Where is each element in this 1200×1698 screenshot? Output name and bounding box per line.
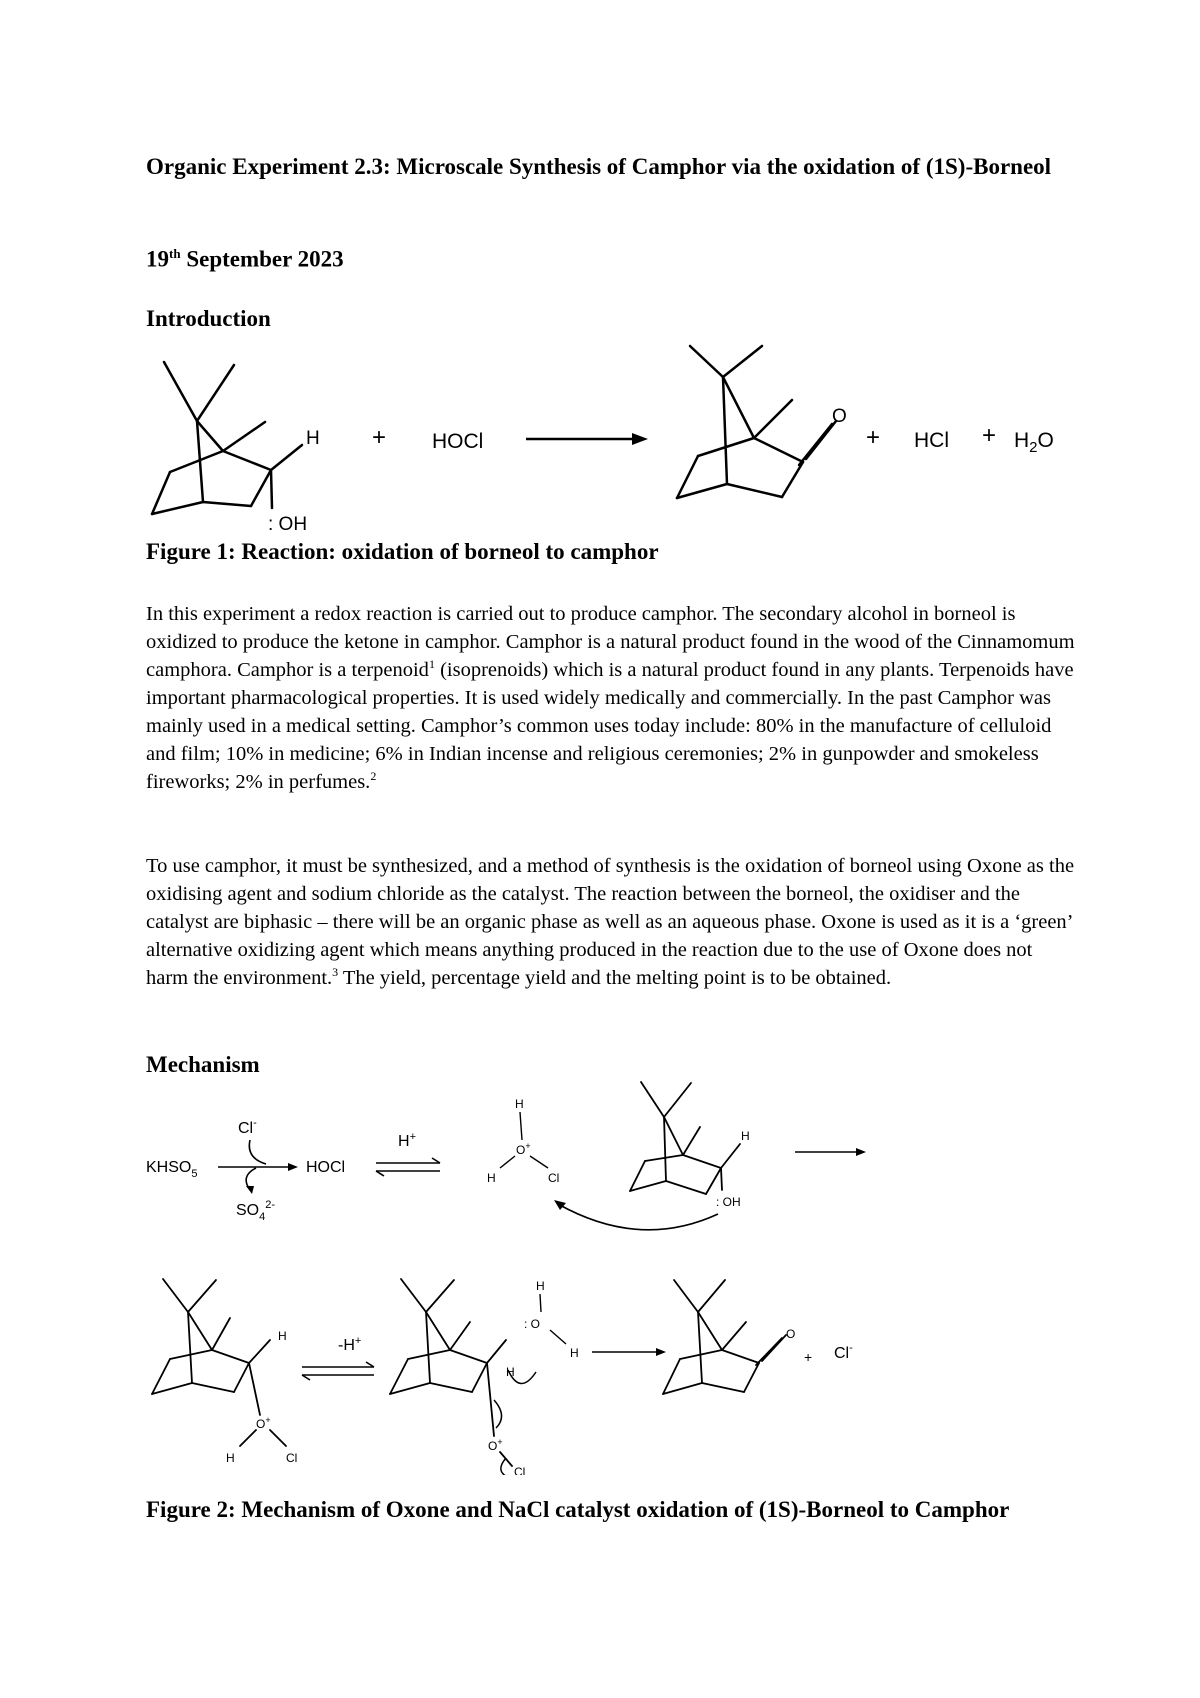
borneol-hydroxyl: : OH <box>716 1195 741 1209</box>
camphor-mechanism-structure <box>663 1280 786 1394</box>
deprotonation-label: -H+ <box>338 1335 362 1354</box>
hcl-product: HCl <box>914 429 949 452</box>
svg-text:Cl: Cl <box>286 1451 298 1465</box>
sulfate-label: $SO_4^{2-}$ <box>236 1199 276 1223</box>
borneol-oh-label: : OH <box>268 514 308 535</box>
camphor-structure <box>677 346 836 498</box>
khso5-label: $KHSO_5$ <box>146 1159 198 1180</box>
svg-text:+: + <box>804 1349 813 1365</box>
svg-text:H: H <box>515 1097 524 1111</box>
svg-text:H: H <box>536 1279 545 1293</box>
water-molecule <box>524 1279 579 1360</box>
figure-2-caption: Figure 2: Mechanism of Oxone and NaCl catalyst oxidation of (1S)-Borneol to Camphor <box>146 1497 1010 1522</box>
oxonium-label: O+ <box>516 1141 531 1157</box>
chloride-ion-label: Cl- <box>238 1117 257 1137</box>
introduction-paragraph-1: In this experiment a redox reaction is carried out to produce camphor. The secondary alcohol in borneol is oxidized to produce the ketone in camphor. Camphor is a natural product found in the wood of the Cinnamomum camphora. Camphor is a terpenoid$^1$ (isoprenoids) which is a natural product found in any plants. Terpenoids have important pharmacological properties. It is used widely medically and commercially. In the past Camphor was mainly used in a medical setting. Camphor’s common uses today include: 80% in the manufacture of celluloid and film; 10% in medicine; 6% in Indian incense and religious ceremonies; 2% in gunpowder and smokeless fireworks; 2% in perfumes.$^2$ <box>146 603 1075 793</box>
forward-arrow-2 <box>592 1348 666 1356</box>
document-title: Organic Experiment 2.3: Microscale Synthesis of Camphor via the oxidation of (1S)-Borneol <box>146 154 1052 179</box>
borneol-h-label: H <box>306 428 320 449</box>
plus-sign-2: + <box>866 424 881 451</box>
mechanism-heading: Mechanism <box>146 1052 260 1077</box>
svg-text:H: H <box>487 1171 496 1185</box>
introduction-paragraph-2: To use camphor, it must be synthesized, and a method of synthesis is the oxidation of borneol using Oxone as the oxidising agent and sodium chloride as the catalyst. The reaction between the borneol, the oxidiser and the catalyst are biphasic – there will be an organic phase as well as an aqueous phase. Oxone is used as it is a ‘green’ alternative oxidizing agent which means anything produced in the reaction due to the use of Oxone does not harm the environment.$^3$ The yield, percentage yield and the melting point is to be obtained. <box>146 855 1075 989</box>
introduction-heading: Introduction <box>146 306 271 331</box>
figure-1-caption: Figure 1: Reaction: oxidation of borneol to camphor <box>146 539 659 564</box>
oxonium-label-2: O+ <box>256 1415 271 1431</box>
camphor-ketone-o: O <box>786 1327 796 1341</box>
reaction-scheme <box>0 330 1200 540</box>
borneol-structure <box>152 362 302 514</box>
date-suffix: th <box>169 246 181 261</box>
date-day: 19 <box>146 246 169 272</box>
date-month-year: September 2023 <box>180 246 344 272</box>
electron-push-arrows <box>494 1370 536 1475</box>
svg-text:Cl: Cl <box>514 1465 526 1475</box>
oxone-arrow <box>218 1140 292 1190</box>
borneol-h: H <box>741 1129 750 1143</box>
chloride-ion-final: Cl- <box>834 1342 853 1362</box>
svg-text:H: H <box>506 1365 515 1379</box>
forward-arrow-1 <box>795 1148 866 1156</box>
plus-sign-3: + <box>982 422 997 449</box>
svg-text:H: H <box>226 1451 235 1465</box>
oxonium-label-3: O+ <box>488 1437 503 1453</box>
equilibrium-arrow-2 <box>302 1362 374 1380</box>
equilibrium-arrow-1 <box>376 1158 440 1176</box>
curved-attack-arrow <box>558 1204 718 1230</box>
svg-text:Cl: Cl <box>548 1171 560 1185</box>
mechanism-scheme <box>0 1075 1200 1475</box>
chlorinated-intermediate-structure <box>390 1279 512 1466</box>
svg-text:H: H <box>570 1346 579 1360</box>
reaction-arrow <box>526 433 648 445</box>
hocl-intermediate-label: HOCl <box>306 1159 346 1176</box>
camphor-o-label: O <box>832 406 847 427</box>
protonated-hocl <box>487 1097 559 1185</box>
water-product: $H_2O$ <box>1014 429 1054 456</box>
svg-text:H: H <box>278 1329 287 1343</box>
proton-label: H+ <box>398 1131 416 1150</box>
hocl-reagent: HOCl <box>432 430 484 453</box>
water-oxygen: : O <box>524 1317 541 1331</box>
plus-sign-1: + <box>372 424 387 451</box>
borneol-mechanism-structure <box>630 1082 740 1194</box>
document-date <box>146 246 344 273</box>
